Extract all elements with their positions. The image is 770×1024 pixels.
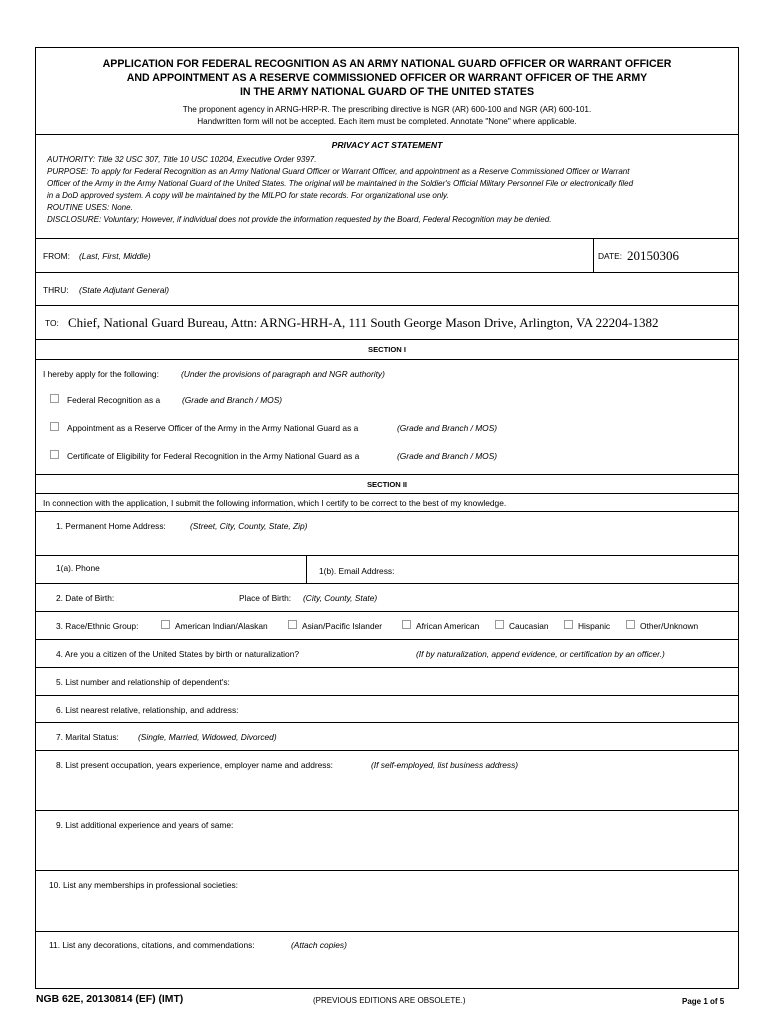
to-label: TO: bbox=[45, 318, 59, 328]
q9-experience-row bbox=[36, 811, 738, 871]
race-other-label: Other/Unknown bbox=[640, 621, 699, 631]
q1-home-address-row bbox=[36, 512, 738, 556]
privacy-purpose-3: in a DoD approved system. A copy will be maintained by the MILPO for state records. For organizational use only. bbox=[47, 191, 449, 200]
section-1-heading: SECTION I bbox=[368, 345, 406, 354]
race-caucasian-checkbox[interactable] bbox=[495, 620, 504, 629]
privacy-disclosure: DISCLOSURE: Voluntary; However, if individual does not provide the information requested by the Board, Federal Recognition may be denied. bbox=[47, 215, 552, 224]
privacy-routine-uses: ROUTINE USES: None. bbox=[47, 203, 133, 212]
race-african-american-checkbox[interactable] bbox=[402, 620, 411, 629]
q1-contact-row bbox=[36, 556, 738, 584]
eligibility-certificate-label: Certificate of Eligibility for Federal Recognition in the Army National Guard as a bbox=[67, 451, 360, 461]
proponent-note: The proponent agency in ARNG-HRP-R. The prescribing directive is NGR (AR) 600-100 and NGR (AR) 600-101. bbox=[182, 105, 592, 114]
q4-citizenship-row bbox=[36, 640, 738, 668]
thru-hint[interactable]: (State Adjutant General) bbox=[79, 285, 170, 295]
section-1-body bbox=[36, 360, 738, 475]
section-2-intro: In connection with the application, I submit the following information, which I certify to be correct to the best of my knowledge. bbox=[43, 498, 507, 508]
q10-label[interactable]: 10. List any memberships in professional societies: bbox=[49, 880, 238, 890]
from-label: FROM: bbox=[43, 251, 70, 261]
editions-obsolete-note: (PREVIOUS EDITIONS ARE OBSOLETE.) bbox=[313, 996, 466, 1005]
q8-hint: (If self-employed, list business address) bbox=[371, 760, 519, 770]
q1-address-field[interactable]: (Street, City, County, State, Zip) bbox=[190, 521, 308, 531]
q11-label[interactable]: 11. List any decorations, citations, and commendations: bbox=[49, 940, 255, 950]
q5-label[interactable]: 5. List number and relationship of dependent's: bbox=[56, 677, 230, 687]
q1b-email-label[interactable]: 1(b). Email Address: bbox=[319, 566, 395, 576]
from-row bbox=[36, 239, 738, 273]
from-hint[interactable]: (Last, First, Middle) bbox=[79, 251, 151, 261]
eligibility-certificate-grade[interactable]: (Grade and Branch / MOS) bbox=[397, 451, 498, 461]
reserve-officer-label: Appointment as a Reserve Officer of the Army in the Army National Guard as a bbox=[67, 423, 359, 433]
privacy-act-statement bbox=[36, 135, 738, 239]
q2-pob-label: Place of Birth: bbox=[239, 593, 292, 603]
section-2-heading: SECTION II bbox=[366, 480, 408, 489]
q11-hint: (Attach copies) bbox=[291, 940, 347, 950]
federal-recognition-label: Federal Recognition as a bbox=[67, 395, 161, 405]
q2-dob-label[interactable]: 2. Date of Birth: bbox=[56, 593, 115, 603]
federal-recognition-grade[interactable]: (Grade and Branch / MOS) bbox=[182, 395, 283, 405]
section-2-heading-row bbox=[36, 475, 738, 494]
privacy-heading: PRIVACY ACT STATEMENT bbox=[331, 140, 443, 150]
thru-label: THRU: bbox=[43, 285, 69, 295]
application-form bbox=[35, 47, 739, 989]
q3-label: 3. Race/Ethnic Group: bbox=[56, 621, 139, 631]
q6-relative-row bbox=[36, 696, 738, 723]
q4-label[interactable]: 4. Are you a citizen of the United States by birth or naturalization? bbox=[56, 649, 300, 659]
q2-birth-row bbox=[36, 584, 738, 612]
date-value[interactable]: 20150306 bbox=[627, 248, 679, 263]
date-label: DATE: bbox=[598, 251, 623, 261]
q3-race-row bbox=[36, 612, 738, 640]
apply-hint[interactable]: (Under the provisions of paragraph and NGR authority) bbox=[181, 369, 385, 379]
q1a-phone-label[interactable]: 1(a). Phone bbox=[56, 563, 100, 573]
to-row bbox=[36, 306, 738, 340]
to-address[interactable]: Chief, National Guard Bureau, Attn: ARNG-HRH-A, 111 South George Mason Drive, Arlington, VA 22204-1382 bbox=[68, 315, 659, 330]
race-other-checkbox[interactable] bbox=[626, 620, 635, 629]
q2-pob-field[interactable]: (City, County, State) bbox=[303, 593, 378, 603]
eligibility-certificate-checkbox[interactable] bbox=[50, 450, 59, 459]
q8-occupation-row bbox=[36, 751, 738, 811]
q10-memberships-row bbox=[36, 871, 738, 932]
q1-label: 1. Permanent Home Address: bbox=[56, 521, 166, 531]
phone-email-divider bbox=[306, 556, 307, 583]
q4-hint: (If by naturalization, append evidence, or certification by an officer.) bbox=[416, 649, 665, 659]
race-hispanic-label: Hispanic bbox=[578, 621, 611, 631]
race-caucasian-label: Caucasian bbox=[509, 621, 549, 631]
form-title-line-2: AND APPOINTMENT AS A RESERVE COMMISSIONED OFFICER OR WARRANT OFFICER OF THE ARMY bbox=[126, 72, 648, 84]
q8-label[interactable]: 8. List present occupation, years experience, employer name and address: bbox=[56, 760, 333, 770]
form-header bbox=[36, 48, 738, 135]
section-2-intro-row bbox=[36, 494, 738, 512]
q6-label[interactable]: 6. List nearest relative, relationship, and address: bbox=[56, 705, 239, 715]
reserve-officer-checkbox[interactable] bbox=[50, 422, 59, 431]
federal-recognition-checkbox[interactable] bbox=[50, 394, 59, 403]
race-asian-pacific-label: Asian/Pacific Islander bbox=[302, 621, 383, 631]
form-title-line-1: APPLICATION FOR FEDERAL RECOGNITION AS AN ARMY NATIONAL GUARD OFFICER OR WARRANT OFFICER bbox=[102, 58, 672, 70]
section-1-heading-row bbox=[36, 340, 738, 360]
from-date-divider bbox=[593, 239, 594, 272]
q7-label: 7. Marital Status: bbox=[56, 732, 119, 742]
race-hispanic-checkbox[interactable] bbox=[564, 620, 573, 629]
q5-dependents-row bbox=[36, 668, 738, 696]
privacy-purpose-1: PURPOSE: To apply for Federal Recognition as an Army National Guard Officer or Warrant Officer, and appointment as a Reserve Commissioned Officer or Warrant bbox=[47, 167, 630, 176]
race-asian-pacific-checkbox[interactable] bbox=[288, 620, 297, 629]
q9-label[interactable]: 9. List additional experience and years of same: bbox=[56, 820, 234, 830]
form-title-line-3: IN THE ARMY NATIONAL GUARD OF THE UNITED STATES bbox=[239, 86, 535, 98]
race-american-indian-label: American Indian/Alaskan bbox=[175, 621, 268, 631]
privacy-purpose-2: Officer of the Army in the Army National Guard of the United States. The original will be maintained in the Soldier's Official Military Personnel File or electronically filed bbox=[47, 179, 634, 188]
form-id: NGB 62E, 20130814 (EF) (IMT) bbox=[36, 994, 184, 1005]
privacy-authority: AUTHORITY: Title 32 USC 307, Title 10 USC 10204, Executive Order 9397. bbox=[47, 155, 317, 164]
q7-marital-row bbox=[36, 723, 738, 751]
thru-row bbox=[36, 273, 738, 306]
page-number: Page 1 of 5 bbox=[682, 997, 725, 1006]
reserve-officer-grade[interactable]: (Grade and Branch / MOS) bbox=[397, 423, 498, 433]
race-african-american-label: African American bbox=[416, 621, 480, 631]
q11-decorations-row bbox=[36, 932, 738, 988]
apply-label: I hereby apply for the following: bbox=[43, 369, 159, 379]
handwritten-note: Handwritten form will not be accepted. Each item must be completed. Annotate "None" where applicable. bbox=[197, 117, 577, 126]
q7-marital-field[interactable]: (Single, Married, Widowed, Divorced) bbox=[138, 732, 277, 742]
race-american-indian-checkbox[interactable] bbox=[161, 620, 170, 629]
